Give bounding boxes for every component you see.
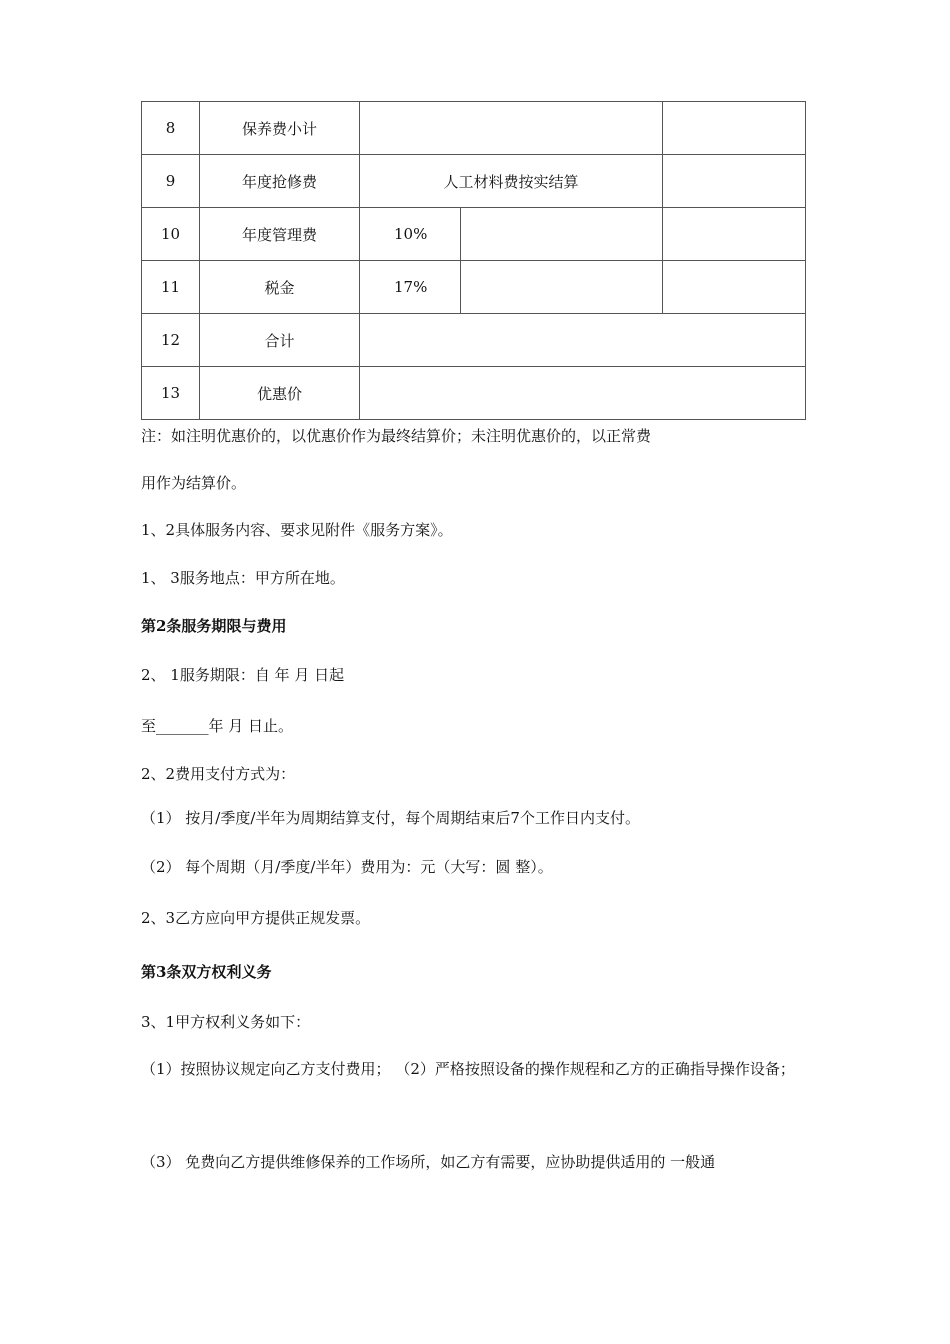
row-merged-value: 人工材料费按实结算: [360, 155, 663, 208]
clause-1-2: 1、2具体服务内容、要求见附件《服务方案》。: [141, 521, 453, 539]
row-amount-cell: [663, 155, 806, 208]
section-heading-2: 第2条服务期限与费用: [141, 617, 287, 635]
clause-2-3: 2、3乙方应向甲方提供正规发票。: [141, 909, 371, 927]
row-number: 10: [142, 208, 200, 261]
row-item: 年度管理费: [200, 208, 360, 261]
table-row: [142, 102, 806, 155]
table-row: [142, 261, 806, 314]
table-row: [142, 155, 806, 208]
row-value-cell: [461, 261, 663, 314]
row-item: 合计: [200, 314, 360, 367]
row-value-cell: [360, 102, 663, 155]
clause-3-1-item-3: （3） 免费向乙方提供维修保养的工作场所，如乙方有需要，应协助提供适用的 一般通: [141, 1153, 716, 1171]
clause-3-1-items-1-2: （1）按照协议规定向乙方支付费用； （2）严格按照设备的操作规程和乙方的正确指导操作设备；: [141, 1060, 795, 1078]
row-amount-cell: [663, 261, 806, 314]
row-amount-cell: [663, 208, 806, 261]
note-line-1: 注：如注明优惠价的，以优惠价作为最终结算价；未注明优惠价的，以正常费: [141, 427, 652, 445]
clause-2-1-end: 至_______年 月 日止。: [141, 717, 294, 735]
row-item: 保养费小计: [200, 102, 360, 155]
row-number: 12: [142, 314, 200, 367]
clause-2-2: 2、2费用支付方式为：: [141, 765, 296, 783]
fee-table: [141, 101, 806, 420]
row-number: 13: [142, 367, 200, 420]
row-amount-cell: [663, 102, 806, 155]
clause-2-1-start: 2、 1服务期限：自 年 月 日起: [141, 666, 345, 684]
row-number: 11: [142, 261, 200, 314]
table-row: [142, 314, 806, 367]
clause-2-2-item-2: （2） 每个周期（月/季度/半年）费用为：元（大写：圆 整）。: [141, 858, 553, 876]
row-item: 税金: [200, 261, 360, 314]
row-rate: 10%: [360, 208, 461, 261]
row-item: 年度抢修费: [200, 155, 360, 208]
clause-3-1: 3、1甲方权利义务如下：: [141, 1013, 311, 1031]
row-number: 8: [142, 102, 200, 155]
table-row: [142, 367, 806, 420]
clause-1-3: 1、 3服务地点：甲方所在地。: [141, 569, 345, 587]
row-value-cell: [360, 314, 806, 367]
section-heading-3: 第3条双方权利义务: [141, 963, 272, 981]
table-row: [142, 208, 806, 261]
row-rate: 17%: [360, 261, 461, 314]
row-item: 优惠价: [200, 367, 360, 420]
row-value-cell: [360, 367, 806, 420]
note-line-2: 用作为结算价。: [141, 474, 247, 492]
clause-2-2-item-1: （1） 按月/季度/半年为周期结算支付，每个周期结束后7个工作日内支付。: [141, 809, 640, 827]
row-value-cell: [461, 208, 663, 261]
row-number: 9: [142, 155, 200, 208]
